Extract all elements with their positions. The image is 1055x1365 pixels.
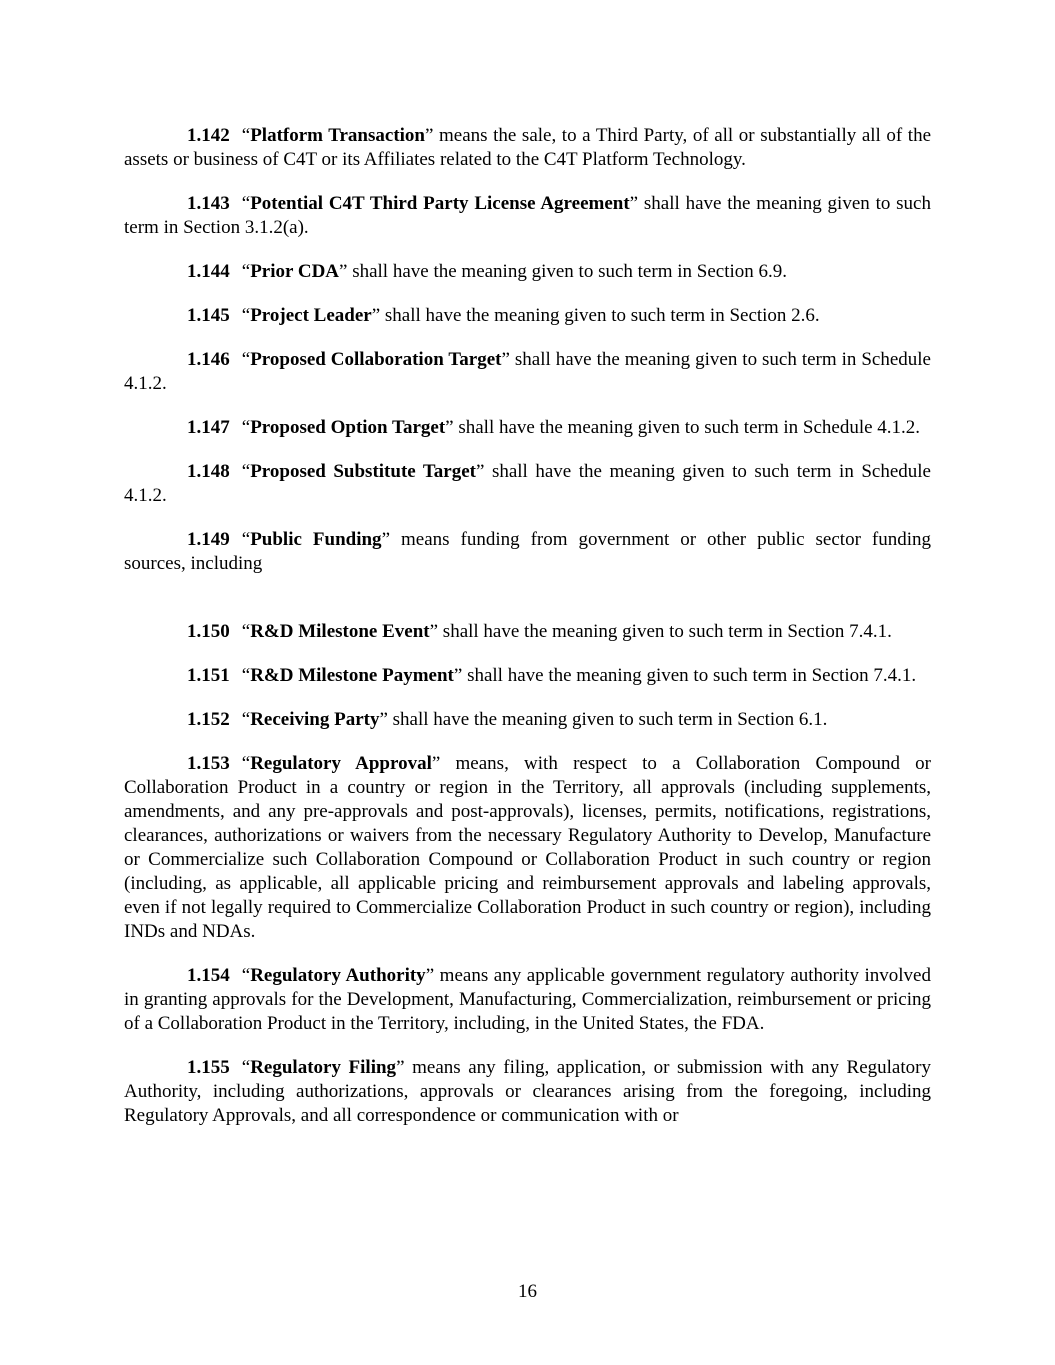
definition-1-142: 1.142 “Platform Transaction” means the sale, to a Third Party, of all or substantially all of the assets or business of C4T or its Affiliates related to the C4T Platform Technology. — [124, 125, 932, 170]
definition-text: shall have the meaning given to such term in Schedule 4.1.2. — [124, 349, 931, 394]
page-number: 16 — [518, 1281, 537, 1302]
section-number: 1.151 — [187, 665, 230, 686]
defined-term: Proposed Collaboration Target — [250, 349, 502, 370]
definition-text: means, with respect to a Collaboration Compound or Collaboration Product in a country or region in the Territory, all approvals (including supplements, amendments, and any pre-approvals and post-approvals), licenses, permits, notifications, registrations, clearances, authorizations or waivers from the necessary Regulatory Authority to Develop, Manufacture or Commercialize such Collaboration Compound or Collaboration Product in such country or region (including, as applicable, all applicable pricing and reimbursement approvals and labeling approvals, even if not legally required to Commercialize Collaboration Product in such country or region), including INDs and NDAs. — [124, 753, 931, 942]
definition-1-155: 1.155 “Regulatory Filing” means any filing, application, or submission with any Regulatory Authority, including authorizations, approvals or clearances arising from the foregoing, including Regulatory Approvals, and all correspondence or communication with or — [124, 1057, 931, 1126]
section-number: 1.148 — [187, 461, 230, 482]
defined-term: Regulatory Authority — [250, 965, 426, 986]
defined-term: Potential C4T Third Party License Agreement — [250, 193, 630, 214]
definition-text: shall have the meaning given to such term in Section 7.4.1. — [462, 665, 917, 686]
definition-1-149: 1.149 “Public Funding” means funding from government or other public sector funding sources, including — [124, 529, 931, 574]
definition-text: means any filing, application, or submission with any Regulatory Authority, including authorizations, approvals or clearances arising from the foregoing, including Regulatory Approvals, and all correspondence or communication with or — [124, 1057, 931, 1126]
definition-text: shall have the meaning given to such term in Section 2.6. — [380, 305, 820, 326]
definition-1-143: 1.143 “Potential C4T Third Party License Agreement” shall have the meaning given to such term in Section 3.1.2(a). — [124, 193, 931, 238]
defined-term: Platform Transaction — [250, 125, 425, 146]
defined-term: Proposed Option Target — [250, 417, 446, 438]
section-number: 1.143 — [187, 193, 230, 214]
definition-text: means any applicable government regulatory authority involved in granting approvals for the Development, Manufacturing, Commercialization, reimbursement or pricing of a Collaboration Product in the Territory, including, in the United States, the FDA. — [124, 965, 931, 1034]
definition-1-144: 1.144 “Prior CDA” shall have the meaning given to such term in Section 6.9. — [187, 261, 787, 282]
section-number: 1.142 — [187, 125, 230, 146]
definition-1-151: 1.151 “R&D Milestone Payment” shall have the meaning given to such term in Section 7.4.1. — [187, 665, 917, 686]
definition-1-150: 1.150 “R&D Milestone Event” shall have the meaning given to such term in Section 7.4.1. — [187, 621, 892, 642]
definition-1-147: 1.147 “Proposed Option Target” shall have the meaning given to such term in Schedule 4.1.2. — [187, 417, 921, 438]
section-number: 1.149 — [187, 529, 230, 550]
defined-term: Receiving Party — [250, 709, 380, 730]
section-number: 1.150 — [187, 621, 230, 642]
definition-1-148: 1.148 “Proposed Substitute Target” shall have the meaning given to such term in Schedule 4.1.2. — [124, 461, 931, 506]
definition-text: shall have the meaning given to such term in Schedule 4.1.2. — [453, 417, 921, 438]
defined-term: Prior CDA — [250, 261, 340, 282]
section-number: 1.152 — [187, 709, 230, 730]
section-number: 1.154 — [187, 965, 230, 986]
definition-1-154: 1.154 “Regulatory Authority” means any applicable government regulatory authority involved in granting approvals for the Development, Manufacturing, Commercialization, reimbursement or pricing of a Collaboration Product in the Territory, including, in the United States, the FDA. — [124, 965, 931, 1034]
defined-term: Project Leader — [250, 305, 372, 326]
defined-term: R&D Milestone Event — [250, 621, 430, 642]
definition-text: shall have the meaning given to such term in Section 7.4.1. — [438, 621, 892, 642]
definition-text: shall have the meaning given to such term in Schedule 4.1.2. — [124, 461, 931, 506]
defined-term: Regulatory Approval — [250, 753, 432, 774]
document-body — [124, 124, 931, 1148]
section-number: 1.145 — [187, 305, 230, 326]
section-number: 1.155 — [187, 1057, 230, 1078]
definition-text: shall have the meaning given to such term in Section 6.1. — [387, 709, 828, 730]
definition-text: shall have the meaning given to such term in Section 3.1.2(a). — [124, 193, 931, 238]
definition-text: means funding from government or other public sector funding sources, including — [124, 529, 931, 574]
definition-text: means the sale, to a Third Party, of all or substantially all of the assets or business of C4T or its Affiliates related to the C4T Platform Technology. — [124, 125, 932, 170]
defined-term: Public Funding — [250, 529, 382, 550]
definition-1-152: 1.152 “Receiving Party” shall have the meaning given to such term in Section 6.1. — [187, 709, 828, 730]
defined-term: Proposed Substitute Target — [250, 461, 476, 482]
section-number: 1.144 — [187, 261, 230, 282]
definition-1-145: 1.145 “Project Leader” shall have the meaning given to such term in Section 2.6. — [187, 305, 820, 326]
definition-text: shall have the meaning given to such term in Section 6.9. — [347, 261, 787, 282]
section-number: 1.147 — [187, 417, 230, 438]
defined-term: R&D Milestone Payment — [250, 665, 454, 686]
definition-1-146: 1.146 “Proposed Collaboration Target” shall have the meaning given to such term in Schedule 4.1.2. — [124, 349, 931, 394]
section-number: 1.146 — [187, 349, 230, 370]
defined-term: Regulatory Filing — [250, 1057, 397, 1078]
section-number: 1.153 — [187, 753, 230, 774]
definition-1-153: 1.153 “Regulatory Approval” means, with respect to a Collaboration Compound or Collaboration Product in a country or region in the Territory, all approvals (including supplements, amendments, and any pre-approvals and post-approvals), licenses, permits, notifications, registrations, clearances, authorizations or waivers from the necessary Regulatory Authority to Develop, Manufacture or Commercialize such Collaboration Compound or Collaboration Product in such country or region (including, as applicable, all applicable pricing and reimbursement approvals and labeling approvals, even if not legally required to Commercialize Collaboration Product in such country or region), including INDs and NDAs. — [124, 753, 931, 942]
